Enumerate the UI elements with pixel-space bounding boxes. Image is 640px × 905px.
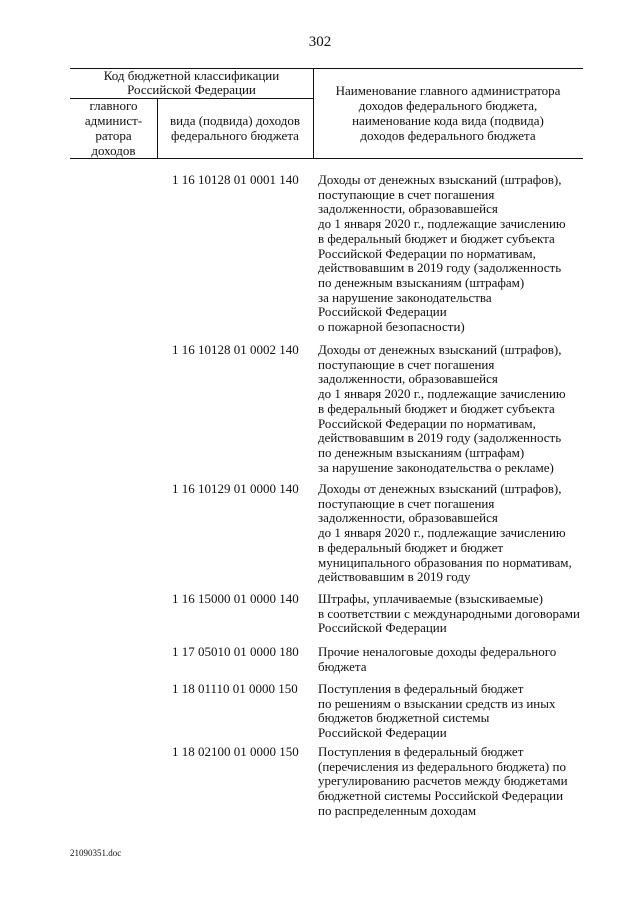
table-row bbox=[0, 342, 640, 475]
table-row bbox=[0, 744, 640, 818]
page-number: 302 bbox=[308, 34, 332, 50]
row-code: 1 17 05010 01 0000 180 bbox=[172, 644, 299, 659]
row-name: Прочие неналоговые доходы федерального бюджета bbox=[318, 644, 557, 674]
table-row bbox=[0, 172, 640, 335]
row-name: Поступления в федеральный бюджет по решениям о взыскании средств из иных бюджетов бюджетной системы Российской Федерации bbox=[318, 681, 556, 741]
row-code: 1 18 02100 01 0000 150 bbox=[172, 744, 299, 759]
header-bottom-rule bbox=[70, 158, 583, 159]
row-name: Штрафы, уплачиваемые (взыскиваемые) в соответствии с международными договорами Российской Федерации bbox=[318, 591, 580, 636]
row-code: 1 16 10128 01 0001 140 bbox=[172, 172, 299, 187]
row-code: 1 16 10129 01 0000 140 bbox=[172, 481, 299, 496]
header-col-code: вида (подвида) доходов федерального бюджета bbox=[170, 113, 300, 143]
table-row bbox=[0, 591, 640, 636]
row-name: Доходы от денежных взысканий (штрафов), поступающие в счет погашения задолженности, образовавшейся до 1 января 2020 г., подлежащие зачислению в федеральный бюджет и бюджет муниципального образования по нормативам, действовавшим в 2019 году bbox=[318, 481, 572, 585]
row-code: 1 18 01110 01 0000 150 bbox=[172, 681, 298, 696]
row-name: Доходы от денежных взысканий (штрафов), поступающие в счет погашения задолженности, образовавшейся до 1 января 2020 г., подлежащие зачислению в федеральный бюджет и бюджет субъекта Российской Федерации по нормативам, действовавшим в 2019 году (задолженность по денежным взысканиям (штрафам) за нарушение законодательства о рекламе) bbox=[318, 342, 566, 475]
row-code: 1 16 15000 01 0000 140 bbox=[172, 591, 299, 606]
row-code: 1 16 10128 01 0002 140 bbox=[172, 342, 299, 357]
table-row bbox=[0, 644, 640, 674]
table-row bbox=[0, 481, 640, 585]
header-col-admin: главного админист- ратора доходов bbox=[84, 98, 143, 158]
row-name: Поступления в федеральный бюджет (перечисления из федерального бюджета) по урегулированию расчетов между бюджетами бюджетной системы Российской Федерации по распределенным доходам bbox=[318, 744, 568, 818]
footer-filename: 21090351.doc bbox=[70, 848, 122, 858]
header-col-name: Наименование главного администратора доходов федерального бюджета, наименование кода вида (подвида) доходов федерального бюджета bbox=[335, 83, 561, 143]
row-name: Доходы от денежных взысканий (штрафов), поступающие в счет погашения задолженности, образовавшейся до 1 января 2020 г., подлежащие зачислению в федеральный бюджет и бюджет субъекта Российской Федерации по нормативам, действовавшим в 2019 году (задолженность по денежным взысканиям (штрафам) за нарушение законодательства Российской Федерации о пожарной безопасности) bbox=[318, 172, 566, 335]
header-group-title: Код бюджетной классификации Российской Федерации bbox=[103, 68, 280, 97]
table-row bbox=[0, 681, 640, 741]
